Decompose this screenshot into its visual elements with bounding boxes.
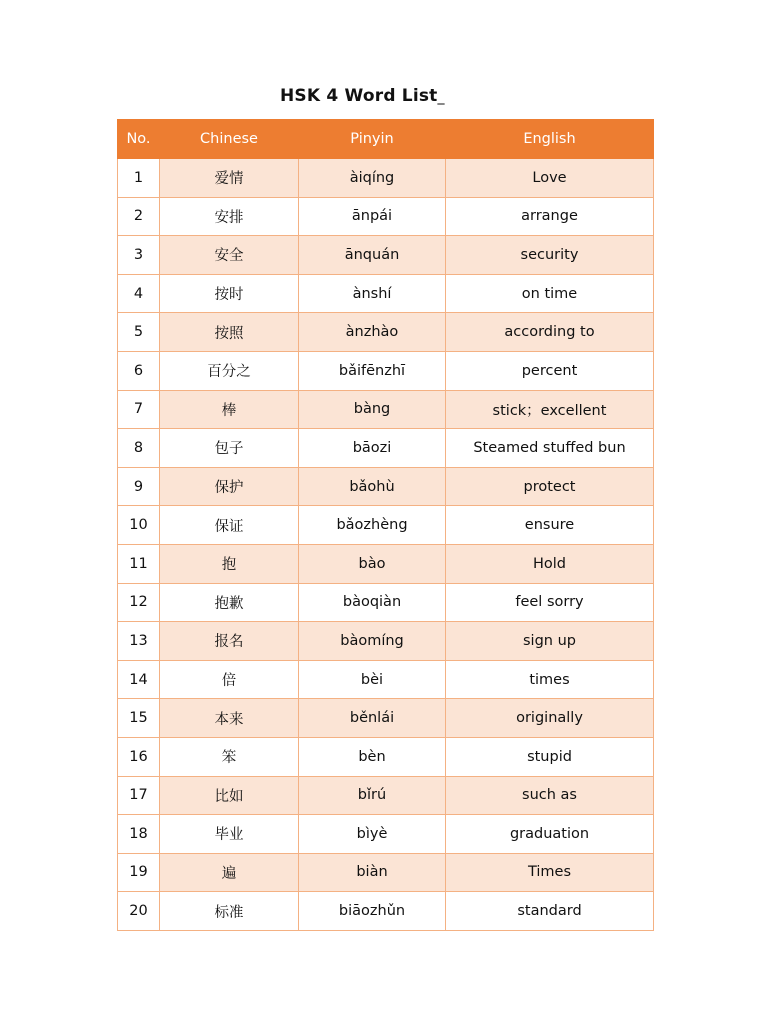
cell-pinyin: ànshí (299, 274, 446, 313)
cell-pinyin: bào (299, 544, 446, 583)
cell-pinyin: běnlái (299, 699, 446, 738)
cell-chinese: 保护 (160, 467, 299, 506)
cell-english: on time (446, 274, 654, 313)
cell-pinyin: ānpái (299, 197, 446, 236)
cell-chinese: 安全 (160, 236, 299, 275)
word-list-table (117, 119, 654, 931)
title-text: HSK 4 Word List (280, 86, 438, 106)
cell-no: 14 (118, 660, 160, 699)
cell-english: feel sorry (446, 583, 654, 622)
cell-pinyin: bèn (299, 737, 446, 776)
cell-chinese: 倍 (160, 660, 299, 699)
table-row (118, 853, 654, 892)
cell-english: graduation (446, 815, 654, 854)
cell-chinese: 保证 (160, 506, 299, 545)
cell-no: 1 (118, 159, 160, 198)
table-row (118, 892, 654, 931)
cell-chinese: 笨 (160, 737, 299, 776)
cell-chinese: 安排 (160, 197, 299, 236)
table-row (118, 506, 654, 545)
cell-no: 16 (118, 737, 160, 776)
cell-english: Love (446, 159, 654, 198)
cell-chinese: 比如 (160, 776, 299, 815)
table-row (118, 467, 654, 506)
table-row (118, 776, 654, 815)
table-row (118, 583, 654, 622)
cell-no: 11 (118, 544, 160, 583)
cell-pinyin: àiqíng (299, 159, 446, 198)
cell-english: Hold (446, 544, 654, 583)
cell-no: 13 (118, 622, 160, 661)
cell-chinese: 棒 (160, 390, 299, 429)
cell-no: 6 (118, 351, 160, 390)
cell-no: 7 (118, 390, 160, 429)
cell-chinese: 标准 (160, 892, 299, 931)
cell-pinyin: bìyè (299, 815, 446, 854)
cell-no: 17 (118, 776, 160, 815)
cell-pinyin: ānquán (299, 236, 446, 275)
cell-no: 10 (118, 506, 160, 545)
table-header-row (118, 120, 654, 159)
cell-pinyin: bèi (299, 660, 446, 699)
text-cursor: _ (437, 89, 445, 105)
cell-chinese: 本来 (160, 699, 299, 738)
cell-chinese: 毕业 (160, 815, 299, 854)
cell-pinyin: bàoqiàn (299, 583, 446, 622)
cell-english: security (446, 236, 654, 275)
cell-pinyin: bǎozhèng (299, 506, 446, 545)
cell-no: 8 (118, 429, 160, 468)
cell-no: 15 (118, 699, 160, 738)
cell-english: arrange (446, 197, 654, 236)
cell-english: Times (446, 853, 654, 892)
cell-chinese: 按时 (160, 274, 299, 313)
cell-pinyin: biàn (299, 853, 446, 892)
cell-chinese: 包子 (160, 429, 299, 468)
table-row (118, 737, 654, 776)
cell-no: 5 (118, 313, 160, 352)
cell-no: 18 (118, 815, 160, 854)
table-row (118, 313, 654, 352)
table-row (118, 699, 654, 738)
cell-no: 12 (118, 583, 160, 622)
cell-no: 3 (118, 236, 160, 275)
cell-chinese: 抱 (160, 544, 299, 583)
table-row (118, 429, 654, 468)
table-row (118, 660, 654, 699)
cell-chinese: 按照 (160, 313, 299, 352)
cell-english: according to (446, 313, 654, 352)
cell-no: 20 (118, 892, 160, 931)
table-row (118, 159, 654, 198)
cell-no: 19 (118, 853, 160, 892)
table-row (118, 390, 654, 429)
cell-chinese: 抱歉 (160, 583, 299, 622)
table-row (118, 544, 654, 583)
cell-chinese: 百分之 (160, 351, 299, 390)
cell-pinyin: ànzhào (299, 313, 446, 352)
table-row (118, 622, 654, 661)
cell-english: stick；excellent (446, 390, 654, 429)
cell-no: 2 (118, 197, 160, 236)
cell-pinyin: bàng (299, 390, 446, 429)
cell-chinese: 爱情 (160, 159, 299, 198)
cell-chinese: 报名 (160, 622, 299, 661)
cell-pinyin: bāozi (299, 429, 446, 468)
cell-pinyin: bǎifēnzhī (299, 351, 446, 390)
cell-english: protect (446, 467, 654, 506)
cell-pinyin: bàomíng (299, 622, 446, 661)
table-row (118, 236, 654, 275)
table-body (118, 159, 654, 931)
cell-english: ensure (446, 506, 654, 545)
cell-english: standard (446, 892, 654, 931)
cell-english: percent (446, 351, 654, 390)
cell-english: such as (446, 776, 654, 815)
header-chinese: Chinese (160, 120, 299, 159)
header-no: No. (118, 120, 160, 159)
cell-pinyin: bǐrú (299, 776, 446, 815)
header-pinyin: Pinyin (299, 120, 446, 159)
cell-no: 4 (118, 274, 160, 313)
cell-no: 9 (118, 467, 160, 506)
cell-chinese: 遍 (160, 853, 299, 892)
cell-english: sign up (446, 622, 654, 661)
cell-pinyin: biāozhǔn (299, 892, 446, 931)
document-title (280, 86, 445, 106)
cell-english: stupid (446, 737, 654, 776)
table-row (118, 274, 654, 313)
table-row (118, 815, 654, 854)
cell-english: originally (446, 699, 654, 738)
cell-english: times (446, 660, 654, 699)
cell-pinyin: bǎohù (299, 467, 446, 506)
table-row (118, 351, 654, 390)
table-row (118, 197, 654, 236)
header-english: English (446, 120, 654, 159)
cell-english: Steamed stuffed bun (446, 429, 654, 468)
